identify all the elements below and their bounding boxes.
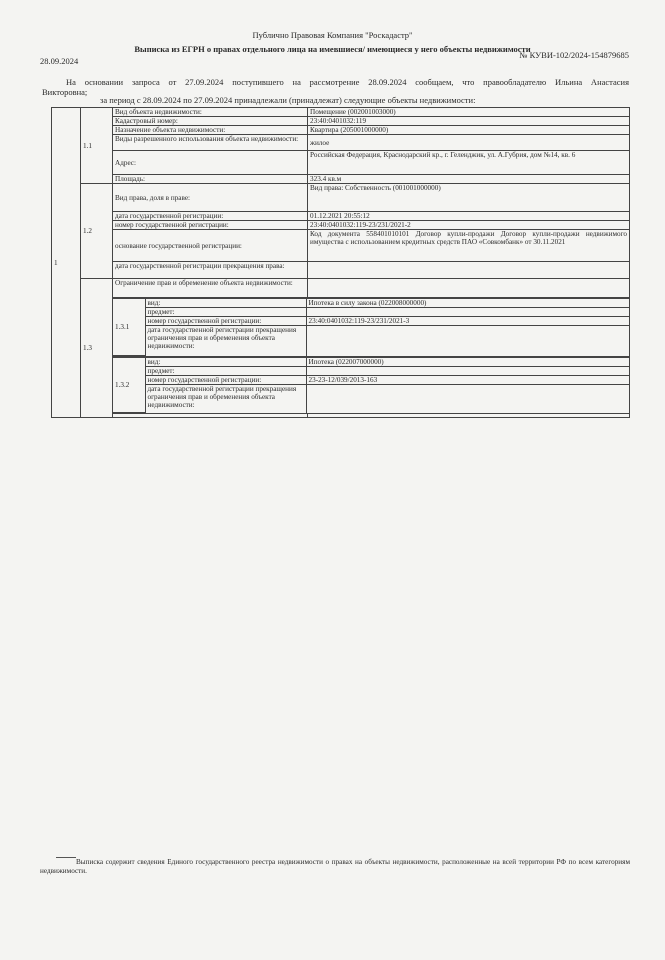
- right-kind-value: Вид права: Собственность (001001000000): [308, 184, 630, 212]
- cadastral-number-label: Кадастровый номер:: [113, 117, 308, 126]
- address-label: Адрес:: [113, 151, 308, 175]
- registration-basis-value: Код документа 558401010101 Договор купли-продажи Договор купли-продажи недвижимого имущества с использованием кредитных средств ПАО «Совкомбанк» от 30.11.2021: [308, 230, 630, 262]
- right-kind-label: Вид права, доля в праве:: [113, 184, 308, 212]
- encumbrance-kind-label: вид:: [145, 299, 306, 308]
- section-number-1-2: 1.2: [81, 184, 113, 279]
- footer-note: Выписка содержит сведения Единого государственного реестра недвижимости о правах на объекты недвижимости, расположенные на всей территории РФ по всем категориям недвижимости.: [40, 858, 630, 875]
- registration-date-value: 01.12.2021 20:55:12: [308, 212, 630, 221]
- right-termination-value: [308, 262, 630, 279]
- object-type-label: Вид объекта недвижимости:: [113, 108, 308, 117]
- subsection-number-1-3-2: 1.3.2: [113, 358, 145, 413]
- object-type-value: Помещение (002001003000): [308, 108, 630, 117]
- cadastral-number-value: 23:40:0401032:119: [308, 117, 630, 126]
- table-row: [52, 175, 630, 184]
- table-row-cut: [52, 414, 630, 418]
- encumbrance-termination-label: дата государственной регистрации прекращения ограничения прав и обременения объекта недвижимости:: [145, 326, 306, 356]
- period-statement: за период с 28.09.2024 по 27.09.2024 принадлежали (принадлежат) следующие объекты недвижимости:: [100, 95, 476, 105]
- encumbrance-header: Ограничение прав и обременение объекта недвижимости:: [113, 279, 308, 298]
- encumbrance-reg-number-label: номер государственной регистрации:: [145, 376, 306, 385]
- encumbrance-reg-number-value: 23-23-12/039/2013-163: [306, 376, 629, 385]
- subsection-number-1-3-1: 1.3.1: [113, 299, 145, 356]
- intro-paragraph-line1: На основании запроса от 27.09.2024 поступившего на рассмотрение 28.09.2024 сообщаем, что правообладателю Ильина Анастасия: [66, 77, 629, 87]
- right-termination-label: дата государственной регистрации прекращения права:: [113, 262, 308, 279]
- document-date: 28.09.2024: [40, 56, 79, 66]
- encumbrance-subject-label: предмет:: [145, 308, 306, 317]
- table-row: [52, 135, 630, 151]
- table-row: [52, 184, 630, 212]
- table-row: [52, 221, 630, 230]
- object-purpose-value: Квартира (205001000000): [308, 126, 630, 135]
- encumbrance-item-2-table: [113, 357, 629, 413]
- encumbrance-kind-value: Ипотека (022007000000): [306, 358, 629, 367]
- intro-paragraph-line2: Викторовна;: [42, 87, 88, 97]
- encumbrance-subject-value: [306, 308, 629, 317]
- table-row: [52, 151, 630, 175]
- permitted-use-label: Виды разрешенного использования объекта недвижимости:: [113, 135, 308, 151]
- encumbrance-item-2: [113, 357, 630, 414]
- organization-name: Публично Правовая Компания "Роскадастр": [252, 30, 413, 40]
- registration-basis-label: основание государственной регистрации:: [113, 230, 308, 262]
- encumbrance-item-1-table: [113, 298, 629, 356]
- encumbrance-subject-label: предмет:: [145, 367, 306, 376]
- object-number: 1: [52, 108, 81, 418]
- area-label: Площадь:: [113, 175, 308, 184]
- table-row: [52, 357, 630, 414]
- document-title: Выписка из ЕГРН о правах отдельного лица на имевшиеся/ имеющиеся у него объекты недвижимости: [134, 44, 531, 54]
- document-number: № КУВИ-102/2024-154879685: [519, 50, 629, 60]
- encumbrance-subject-value: [306, 367, 629, 376]
- registration-number-value: 23:40:0401032:119-23/231/2021-2: [308, 221, 630, 230]
- object-purpose-label: Назначение объекта недвижимости:: [113, 126, 308, 135]
- encumbrance-kind-value: Ипотека в силу закона (022008000000): [306, 299, 629, 308]
- encumbrance-reg-number-label: номер государственной регистрации:: [145, 317, 306, 326]
- table-row: [52, 298, 630, 357]
- table-row: [52, 126, 630, 135]
- area-value: 323.4 кв.м: [308, 175, 630, 184]
- table-row: [52, 108, 630, 117]
- section-number-1-3: 1.3: [81, 279, 113, 418]
- table-row: [52, 262, 630, 279]
- encumbrance-kind-label: вид:: [145, 358, 306, 367]
- encumbrance-termination-value: [306, 326, 629, 356]
- property-table: [51, 107, 630, 418]
- table-row: [52, 230, 630, 262]
- encumbrance-header-value: [308, 279, 630, 298]
- section-number-1-1: 1.1: [81, 108, 113, 184]
- registration-number-label: номер государственной регистрации:: [113, 221, 308, 230]
- encumbrance-termination-label: дата государственной регистрации прекращения ограничения прав и обременения объекта недвижимости:: [145, 385, 306, 413]
- encumbrance-termination-value: [306, 385, 629, 413]
- table-row: [52, 117, 630, 126]
- registration-date-label: дата государственной регистрации:: [113, 212, 308, 221]
- address-value: Российская Федерация, Краснодарский кр., г. Геленджик, ул. А.Губрия, дом №14, кв. 6: [308, 151, 630, 175]
- encumbrance-item-1: [113, 298, 630, 357]
- permitted-use-value: жилое: [308, 135, 630, 151]
- table-row: [52, 279, 630, 298]
- table-row: [52, 212, 630, 221]
- encumbrance-reg-number-value: 23:40:0401032:119-23/231/2021-3: [306, 317, 629, 326]
